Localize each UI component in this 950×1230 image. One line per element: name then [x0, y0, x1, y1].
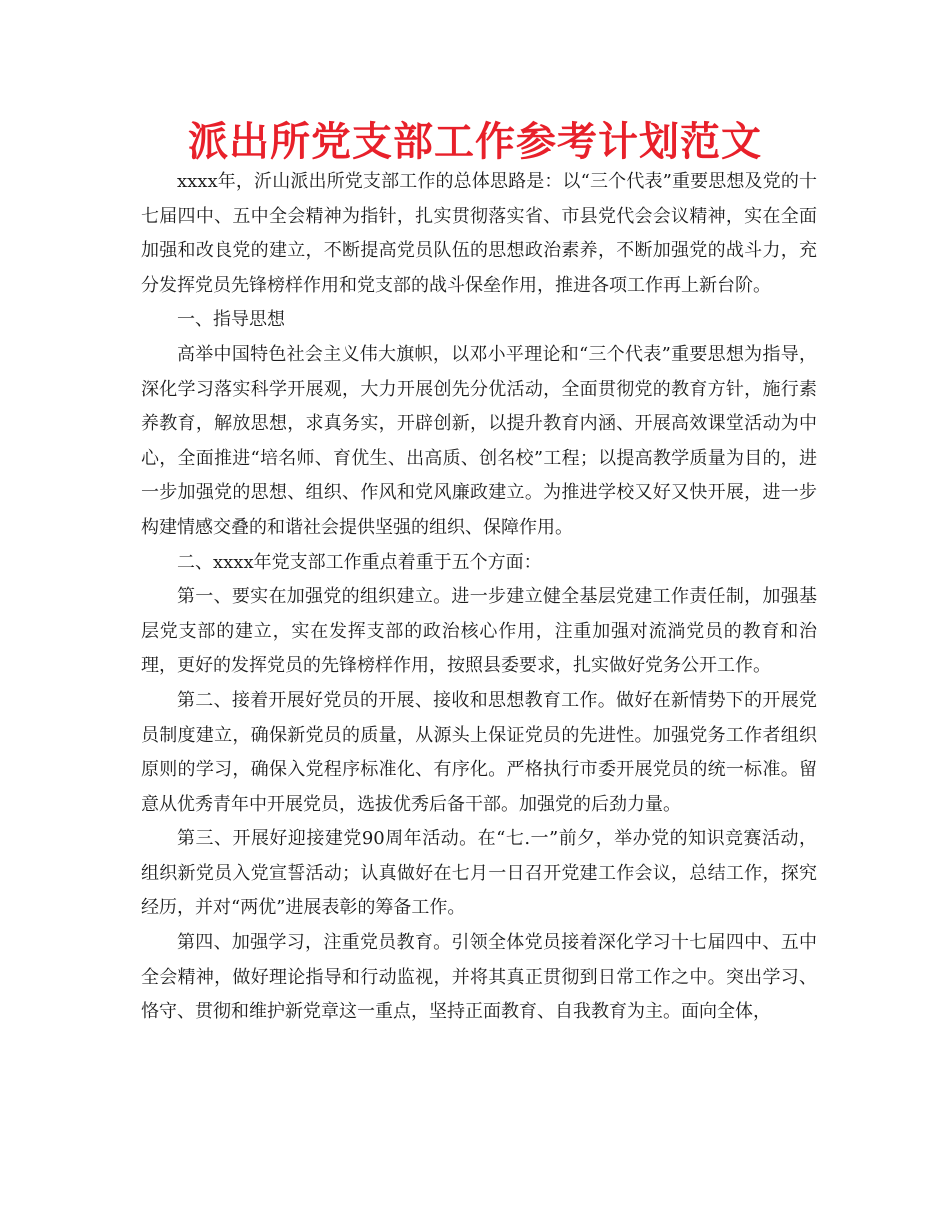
document-title: 派出所党支部工作参考计划范文 — [188, 119, 762, 165]
paragraph-point-four: 第四、加强学习，注重党员教育。引领全体党员接着深化学习十七届四中、五中全会精神，做好理论指导和行动监视，并将其真正贯彻到日常工作之中。突出学习、恪守、贯彻和维护新党章这一重点，坚持正面教育、自我教育为主。面向全体， — [141, 932, 817, 1023]
heading-guiding-ideology: 一、指导思想 — [177, 309, 285, 331]
paragraph-point-three: 第三、开展好迎接建党90周年活动。在“七.一”前夕，举办党的知识竞赛活动，组织新党员入党宣誓活动；认真做好在七月一日召开党建工作会议，总结工作，探究经历，并对“两优”进展表彰的筹备工作。 — [141, 828, 817, 919]
paragraph-point-two: 第二、接着开展好党员的开展、接收和思想教育工作。做好在新情势下的开展党员制度建立，确保新党员的质量，从源头上保证党员的先进性。加强党务工作者组织原则的学习，确保入党程序标准化、有序化。严格执行市委开展党员的统一标准。留意从优秀青年中开展党员，选拔优秀后备干部。加强党的后劲力量。 — [141, 689, 817, 815]
paragraph-guiding-ideology: 高举中国特色社会主义伟大旗帜，以邓小平理论和“三个代表”重要思想为指导，深化学习落实科学开展观，大力开展创先分优活动，全面贯彻党的教育方针，施行素养教育，解放思想，求真务实，开辟创新，以提升教育内涵、开展高效课堂活动为中心，全面推进“培名师、育优生、出高质、创名校”工程；以提高教学质量为目的，进一步加强党的思想、组织、作风和党风廉政建立。为推进学校又好又快开展，进一步构建情感交叠的和谐社会提供坚强的组织、保障作用。 — [141, 343, 817, 538]
heading-work-focus: 二、xxxx年党支部工作重点着重于五个方面： — [177, 551, 542, 573]
paragraph-point-one: 第一、要实在加强党的组织建立。进一步建立健全基层党建工作责任制，加强基层党支部的建立，实在发挥支部的政治核心作用，注重加强对流淌党员的教育和治理，更好的发挥党员的先锋榜样作用，按照县委要求，扎实做好党务公开工作。 — [141, 586, 817, 677]
document-body — [141, 165, 817, 1030]
paragraph-intro: xxxx年，沂山派出所党支部工作的总体思路是：以“三个代表”重要思想及党的十七届四中、五中全会精神为指针，扎实贯彻落实省、市县党代会会议精神，实在全面加强和改良党的建立，不断提高党员队伍的思想政治素养，不断加强党的战斗力，充分发挥党员先锋榜样作用和党支部的战斗保垒作用，推进各项工作再上新台阶。 — [141, 171, 817, 296]
